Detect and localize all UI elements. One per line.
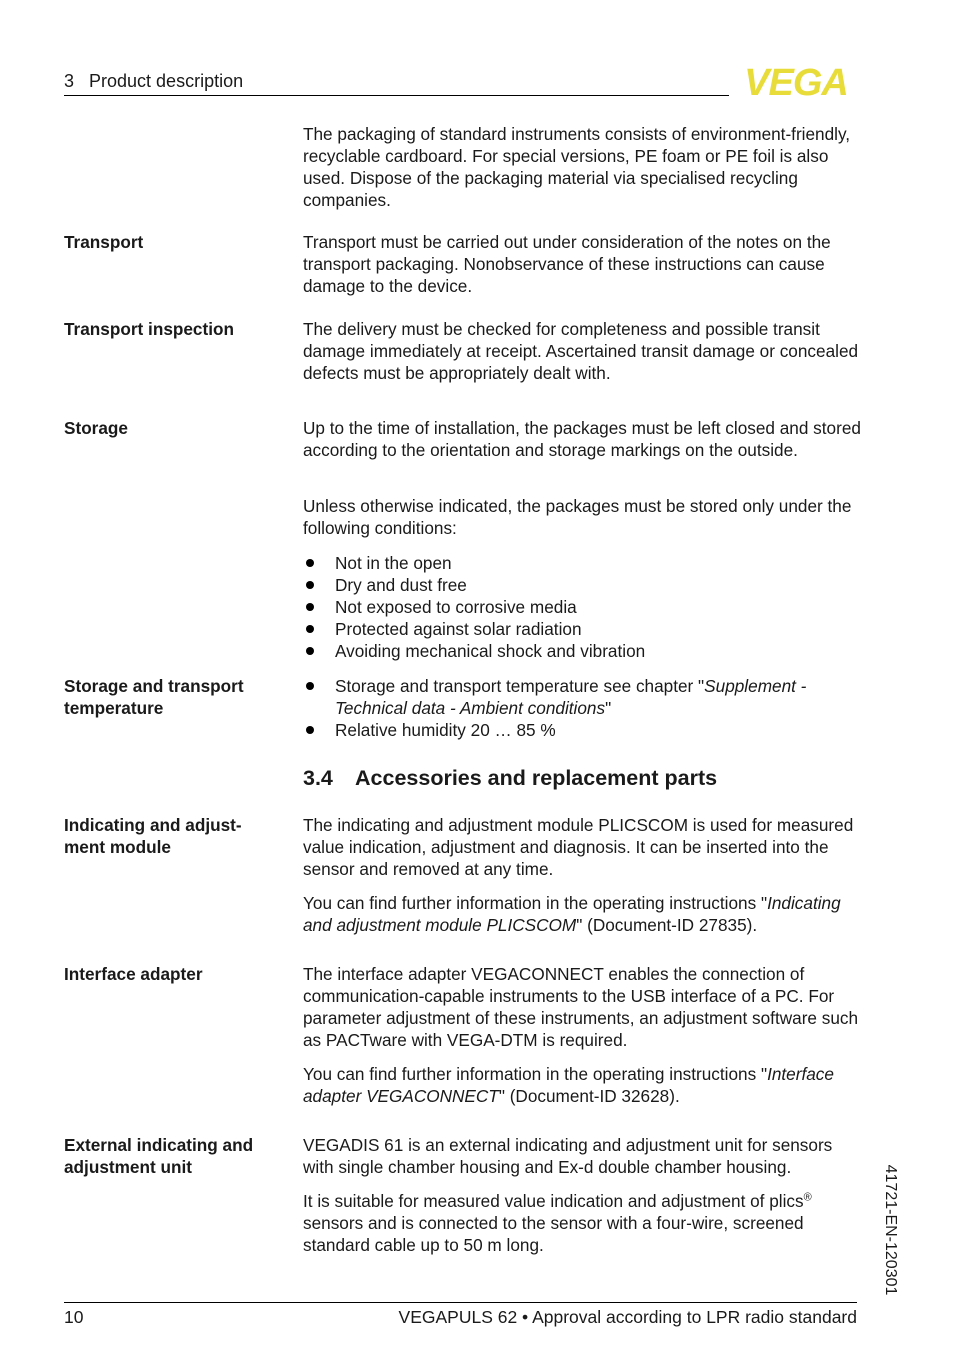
vega-logo <box>734 62 858 100</box>
list-item: Dry and dust free <box>303 574 863 596</box>
storage-temperature-list <box>303 675 863 741</box>
footer-rule <box>64 1302 857 1303</box>
section-number: 3.4 <box>303 766 333 790</box>
section-heading <box>303 766 717 791</box>
page-number: 10 <box>64 1307 84 1327</box>
storage-text-1: Up to the time of installation, the packages must be left closed and stored according to the orientation and storage markings on the outside. <box>303 418 861 460</box>
label-transport: Transport <box>64 232 144 252</box>
label-indicating-module: Indicating and adjust- ment module <box>64 815 242 857</box>
label-transport-inspection: Transport inspection <box>64 319 234 339</box>
label-storage-temperature: Storage and transport temperature <box>64 676 244 718</box>
section-title: Accessories and replacement parts <box>355 766 718 790</box>
storage-text-2: Unless otherwise indicated, the packages must be stored only under the following conditions: <box>303 496 852 538</box>
interface-adapter-text-2: You can find further information in the operating instructions "Interface adapter VEGACONNECT" (Document-ID 32628). <box>303 1064 834 1106</box>
label-interface-adapter: Interface adapter <box>64 964 203 984</box>
footer-title: VEGAPULS 62 • Approval according to LPR radio standard <box>398 1307 857 1327</box>
indicating-module-text-2: You can find further information in the operating instructions "Indicating and adjustment module PLICSCOM" (Document-ID 27835). <box>303 893 841 935</box>
list-item: Avoiding mechanical shock and vibration <box>303 640 863 662</box>
label-external-unit: External indicating and adjustment unit <box>64 1135 254 1177</box>
list-item: Relative humidity 20 … 85 % <box>303 719 863 741</box>
external-unit-text-1: VEGADIS 61 is an external indicating and adjustment unit for sensors with single chamber housing and Ex-d double chamber housing. <box>303 1135 833 1177</box>
list-item: Protected against solar radiation <box>303 618 863 640</box>
header-rule <box>64 95 729 96</box>
transport-inspection-text: The delivery must be checked for completeness and possible transit damage immediately at receipt. Ascertained transit damage or concealed defects must be appropriately dealt with. <box>303 319 859 383</box>
document-id: 41721-EN-120301 <box>882 1164 899 1296</box>
transport-text: Transport must be carried out under consideration of the notes on the transport packaging. Nonobservance of these instructions can cause damage to the device. <box>303 232 831 296</box>
storage-conditions-list <box>303 552 863 662</box>
packaging-text: The packaging of standard instruments consists of environment-friendly, recyclable cardboard. For special versions, PE foam or PE foil is also used. Dispose of the packaging material via specialised recycling companies. <box>303 124 851 210</box>
label-storage: Storage <box>64 418 128 438</box>
vega-logo-lettering: VEGA <box>744 62 848 100</box>
list-item: Not in the open <box>303 552 863 574</box>
running-header: 3 Product description <box>64 71 244 91</box>
list-item: Storage and transport temperature see chapter "Supplement - Technical data - Ambient conditions" <box>303 675 863 719</box>
indicating-module-text-1: The indicating and adjustment module PLICSCOM is used for measured value indication, adjustment and diagnosis. It can be inserted into the sensor and removed at any time. <box>303 815 854 879</box>
list-item: Not exposed to corrosive media <box>303 596 863 618</box>
interface-adapter-text-1: The interface adapter VEGACONNECT enables the connection of communication-capable instruments to the USB interface of a PC. For parameter adjustment of these instruments, an adjustment software such as PACTware with VEGA-DTM is required. <box>303 964 859 1050</box>
external-unit-text-2: It is suitable for measured value indication and adjustment of plics® sensors and is connected to the sensor with a four-wire, screened standard cable up to 50 m long. <box>303 1191 812 1255</box>
